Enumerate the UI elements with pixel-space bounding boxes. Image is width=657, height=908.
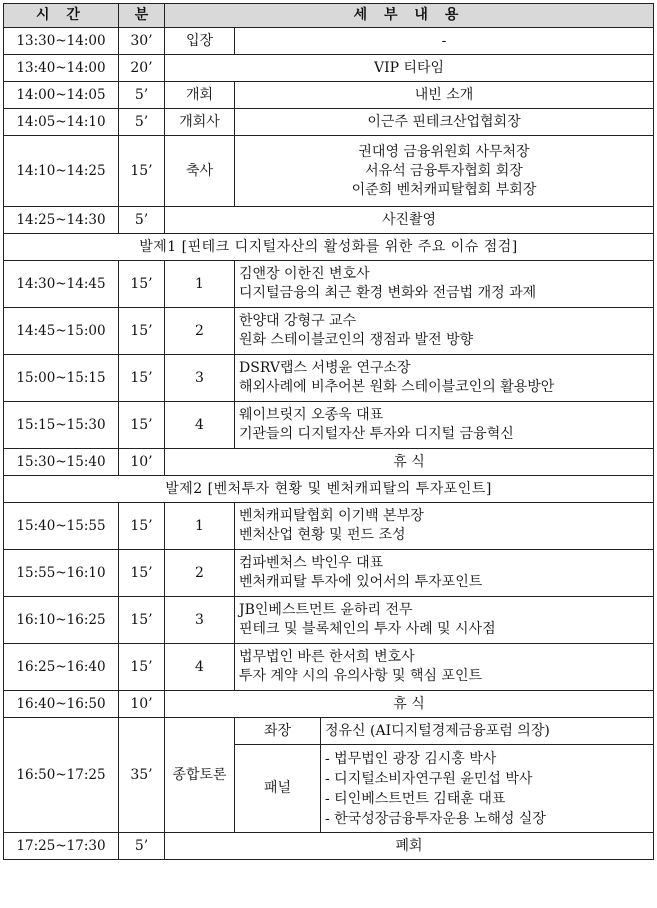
table-row <box>4 402 654 449</box>
row-content: - <box>235 28 654 55</box>
row-content: 이근주 핀테크산업협회장 <box>235 109 654 136</box>
row-time: 14:45~15:00 <box>4 308 119 355</box>
row-min: 15’ <box>119 355 165 402</box>
row-number: 2 <box>165 550 235 597</box>
row-min: 15’ <box>119 402 165 449</box>
row-time: 15:00~15:15 <box>4 355 119 402</box>
panel-cell <box>321 745 654 833</box>
row-time: 16:50~17:25 <box>4 718 119 833</box>
section1-title: 발제1 [핀테크 디지털자산의 활성화를 위한 주요 이슈 점검] <box>4 234 654 261</box>
table-row <box>4 449 654 476</box>
presenter: 한양대 강형구 교수 <box>239 313 357 329</box>
row-min: 15’ <box>119 503 165 550</box>
table-row <box>4 308 654 355</box>
presentation <box>235 644 654 691</box>
presenter: JB인베스트먼트 윤하리 전무 <box>239 602 413 618</box>
table-row <box>4 550 654 597</box>
row-label: 개회사 <box>165 109 235 136</box>
topic: 해외사례에 비추어본 원화 스테이블코인의 활용방안 <box>239 379 555 395</box>
presenter: 김앤장 이한진 변호사 <box>239 266 370 282</box>
header-min: 분 <box>119 4 165 28</box>
presentation <box>235 550 654 597</box>
header-row <box>4 4 654 28</box>
row-min: 15’ <box>119 261 165 308</box>
presentation <box>235 597 654 644</box>
topic: 벤처캐피탈 투자에 있어서의 투자포인트 <box>239 574 483 590</box>
header-content: 세 부 내 용 <box>165 4 654 28</box>
discussion-row <box>4 718 654 745</box>
schedule-table <box>3 3 654 860</box>
row-number: 3 <box>165 597 235 644</box>
row-content: 내빈 소개 <box>235 82 654 109</box>
table-row <box>4 691 654 718</box>
presentation <box>235 308 654 355</box>
row-content: 사진촬영 <box>165 207 654 234</box>
speaker-line: 이준희 벤처캐피탈협회 부회장 <box>351 181 537 198</box>
section-title-row <box>4 476 654 503</box>
panel-label: 패널 <box>235 745 321 833</box>
congratulatory-speakers <box>235 136 654 207</box>
chair-name: 정유신 (AI디지털경제금융포럼 의장) <box>321 718 654 745</box>
row-min: 5’ <box>119 207 165 234</box>
row-number: 1 <box>165 261 235 308</box>
presenter: 벤처캐피탈협회 이기백 본부장 <box>239 508 424 524</box>
row-number: 4 <box>165 644 235 691</box>
table-row <box>4 136 654 207</box>
chair-label: 좌장 <box>235 718 321 745</box>
row-time: 16:40~16:50 <box>4 691 119 718</box>
presenter: DSRV랩스 서병윤 연구소장 <box>239 360 411 376</box>
section2-title: 발제2 [벤처투자 현황 및 벤처캐피탈의 투자포인트] <box>4 476 654 503</box>
topic: 원화 스테이블코인의 쟁점과 발전 방향 <box>239 332 474 348</box>
row-time: 14:05~14:10 <box>4 109 119 136</box>
row-time: 16:10~16:25 <box>4 597 119 644</box>
speaker-line: 서유석 금융투자협회 회장 <box>365 162 523 179</box>
table-row <box>4 833 654 860</box>
row-label: 개회 <box>165 82 235 109</box>
row-time: 15:15~15:30 <box>4 402 119 449</box>
row-min: 15’ <box>119 308 165 355</box>
row-label: 입장 <box>165 28 235 55</box>
row-number: 1 <box>165 503 235 550</box>
panel-member: - 법무법인 광장 김시홍 박사 <box>325 750 497 767</box>
row-min: 5’ <box>119 109 165 136</box>
topic: 투자 계약 시의 유의사항 및 핵심 포인트 <box>239 668 483 684</box>
presenter: 웨이브릿지 오종욱 대표 <box>239 407 384 423</box>
row-min: 20’ <box>119 55 165 82</box>
row-min: 15’ <box>119 136 165 207</box>
break-label: 휴 식 <box>165 449 654 476</box>
row-time: 16:25~16:40 <box>4 644 119 691</box>
row-content: VIP 티타임 <box>165 55 654 82</box>
row-number: 2 <box>165 308 235 355</box>
row-time: 14:30~14:45 <box>4 261 119 308</box>
row-min: 30’ <box>119 28 165 55</box>
row-min: 15’ <box>119 597 165 644</box>
topic: 벤처산업 현황 및 펀드 조성 <box>239 527 406 543</box>
row-time: 13:30~14:00 <box>4 28 119 55</box>
topic: 디지털금융의 최근 환경 변화와 전금법 개정 과제 <box>239 285 537 301</box>
topic: 기관들의 디지털자산 투자와 디지털 금융혁신 <box>239 426 514 442</box>
table-row <box>4 644 654 691</box>
table-row <box>4 28 654 55</box>
row-time: 17:25~17:30 <box>4 833 119 860</box>
row-time: 14:25~14:30 <box>4 207 119 234</box>
row-time: 14:00~14:05 <box>4 82 119 109</box>
row-min: 35’ <box>119 718 165 833</box>
row-min: 10’ <box>119 691 165 718</box>
row-number: 4 <box>165 402 235 449</box>
table-row <box>4 55 654 82</box>
section-title-row <box>4 234 654 261</box>
row-content: 폐회 <box>165 833 654 860</box>
break-label: 휴 식 <box>165 691 654 718</box>
panel-member: - 한국성장금융투자운용 노해성 실장 <box>325 810 546 827</box>
panel-list <box>325 749 649 829</box>
table-row <box>4 597 654 644</box>
row-time: 15:40~15:55 <box>4 503 119 550</box>
row-label: 축사 <box>165 136 235 207</box>
table-row <box>4 355 654 402</box>
presentation <box>235 261 654 308</box>
row-time: 15:55~16:10 <box>4 550 119 597</box>
row-time: 14:10~14:25 <box>4 136 119 207</box>
presentation <box>235 503 654 550</box>
row-label: 종합토론 <box>165 718 235 833</box>
row-min: 15’ <box>119 644 165 691</box>
table-row <box>4 82 654 109</box>
topic: 핀테크 및 블록체인의 투자 사례 및 시사점 <box>239 621 496 637</box>
panel-member: - 디지털소비자연구원 윤민섭 박사 <box>325 770 533 787</box>
panel-member: - 티인베스트먼트 김태훈 대표 <box>325 790 506 807</box>
row-time: 15:30~15:40 <box>4 449 119 476</box>
table-row <box>4 207 654 234</box>
row-min: 5’ <box>119 833 165 860</box>
row-min: 15’ <box>119 550 165 597</box>
table-row <box>4 261 654 308</box>
presenter: 컴파벤처스 박인우 대표 <box>239 555 384 571</box>
table-row <box>4 503 654 550</box>
row-number: 3 <box>165 355 235 402</box>
row-min: 10’ <box>119 449 165 476</box>
row-min: 5’ <box>119 82 165 109</box>
speaker-line: 권대영 금융위원회 사무처장 <box>358 143 530 160</box>
header-time: 시 간 <box>4 4 119 28</box>
presentation <box>235 402 654 449</box>
row-time: 13:40~14:00 <box>4 55 119 82</box>
presentation <box>235 355 654 402</box>
table-row <box>4 109 654 136</box>
presenter: 법무법인 바른 한서희 변호사 <box>239 649 415 665</box>
